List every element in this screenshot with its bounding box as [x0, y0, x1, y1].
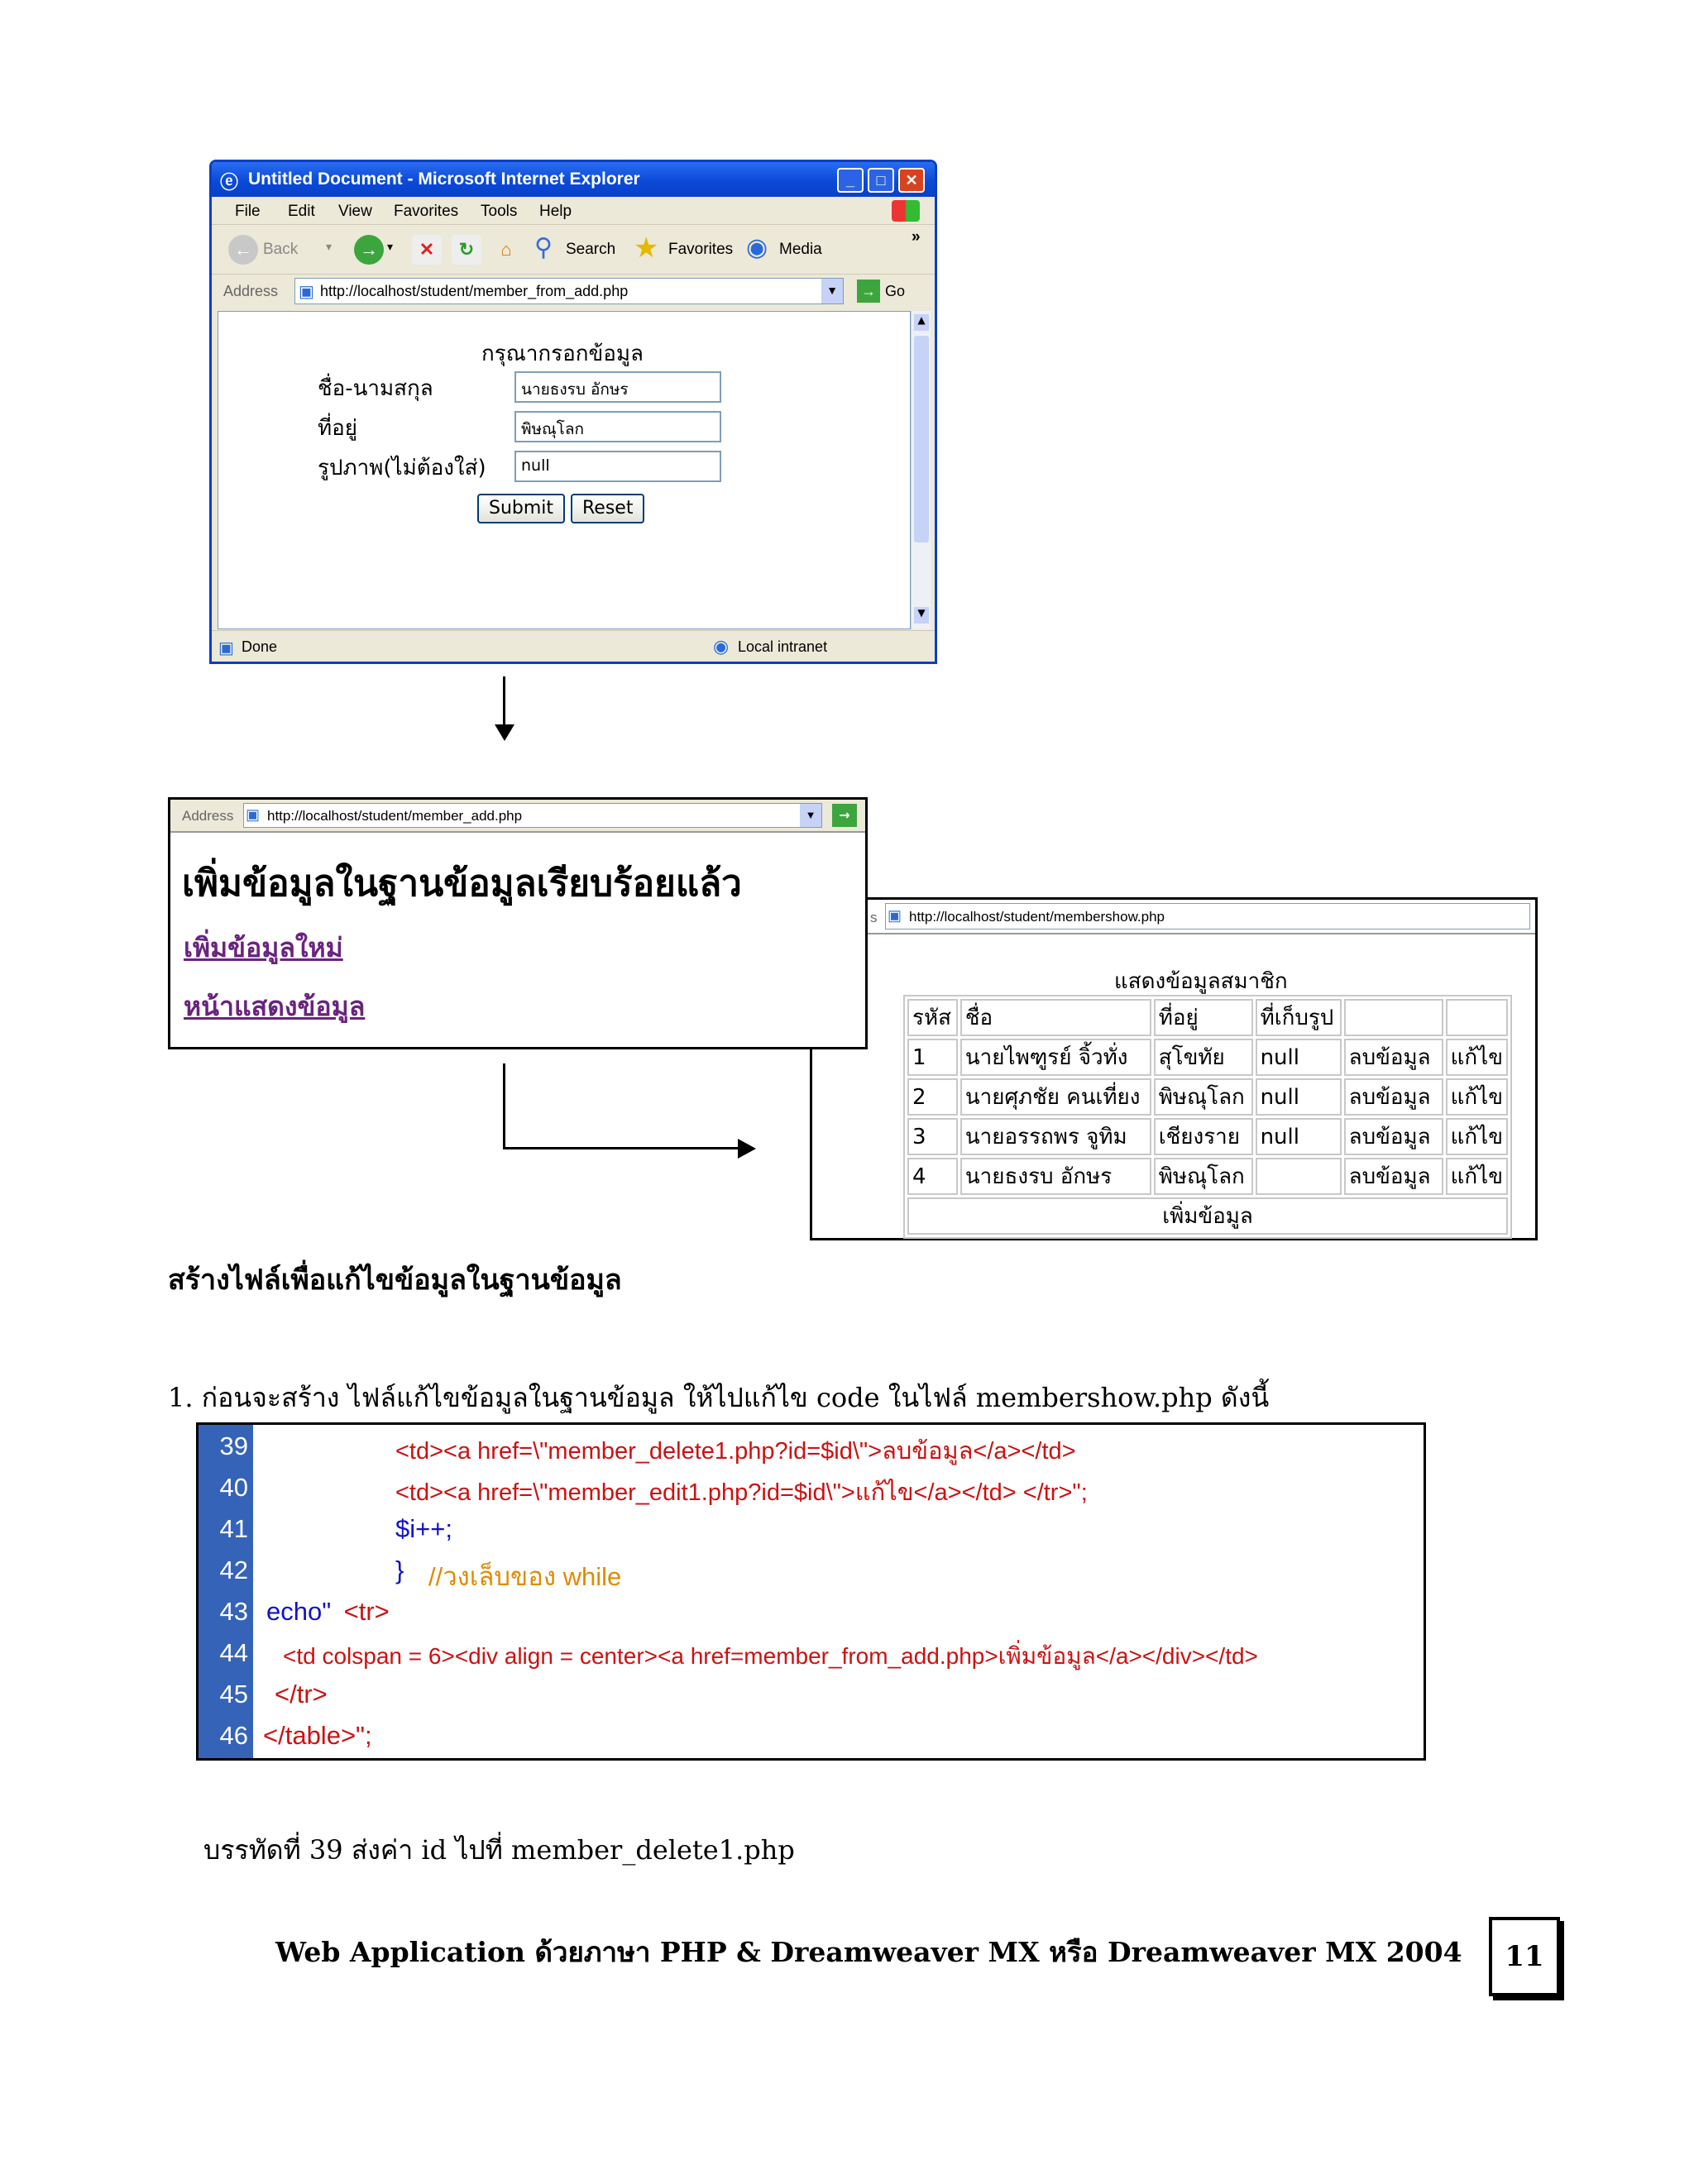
line-number: 41 — [219, 1514, 248, 1543]
cell-image: null — [1256, 1118, 1342, 1155]
address-field-label: ที่อยู่ — [318, 416, 357, 441]
cell-id: 2 — [907, 1078, 958, 1116]
cell-address: สุโขทัย — [1154, 1039, 1253, 1076]
code-line-46: </table>"; — [263, 1721, 372, 1750]
address-bar — [212, 275, 935, 309]
toolbar — [212, 225, 935, 275]
search-icon[interactable]: ⚲ — [534, 234, 553, 261]
vertical-scrollbar[interactable] — [911, 311, 931, 629]
cell-id: 1 — [907, 1039, 958, 1076]
line-number-gutter — [199, 1425, 253, 1758]
show-data-link[interactable]: หน้าแสดงข้อมูล — [184, 991, 366, 1022]
go-button[interactable]: Go — [885, 283, 906, 299]
address-dropdown-icon[interactable]: ▼ — [821, 279, 843, 303]
arrow-down-head — [495, 724, 514, 741]
table-header-row — [907, 999, 1508, 1036]
header-blank — [1446, 999, 1508, 1036]
menu-help[interactable]: Help — [539, 203, 572, 220]
cell-name: นายศุภชัย คนเที่ยง — [960, 1078, 1151, 1116]
footer-text: Web Application ด้วยภาษา PHP & Dreamweaver MX หรือ Dreamweaver MX 2004 — [275, 1936, 1462, 1968]
toolbar-more-icon[interactable]: » — [912, 228, 921, 246]
header-id: รหัส — [907, 999, 958, 1036]
line-number: 44 — [219, 1638, 248, 1667]
reset-button[interactable]: Reset — [571, 494, 644, 523]
close-button[interactable]: ✕ — [898, 168, 925, 193]
page-number: 11 — [1489, 1917, 1560, 1996]
code-line-44: <td colspan = 6><div align = center><a href=member_from_add.php>เพิ่มข้อมูล</a></div></td> — [283, 1643, 1258, 1669]
show-address-url: http://localhost/student/membershow.php — [909, 909, 1165, 925]
cell-name: นายไพฑูรย์ จิ้วทั่ง — [960, 1039, 1151, 1076]
header-image: ที่เก็บรูป — [1256, 999, 1342, 1036]
address-label: Address — [223, 283, 279, 299]
forward-dropdown-icon[interactable]: ▾ — [387, 240, 394, 253]
intranet-globe-icon: ◉ — [713, 636, 730, 657]
image-label: รูปภาพ(ไม่ต้องใส่) — [318, 456, 486, 480]
table-row — [907, 1118, 1508, 1155]
page-icon: ▣ — [246, 806, 261, 823]
table-footer-row — [907, 1197, 1508, 1235]
refresh-icon[interactable]: ↻ — [452, 235, 481, 265]
back-dropdown-icon[interactable]: ▾ — [326, 240, 333, 253]
note-text: บรรทัดที่ 39 ส่งค่า id ไปที่ member_delete1.php — [203, 1834, 795, 1866]
cell-image: null — [1256, 1078, 1342, 1116]
code-block — [196, 1422, 1426, 1761]
address-input[interactable] — [294, 278, 844, 304]
line-number: 39 — [219, 1431, 248, 1460]
page-icon: ▣ — [888, 907, 902, 924]
section-heading: สร้างไฟล์เพื่อแก้ไขข้อมูลในฐานข้อมูล — [168, 1264, 622, 1297]
zone-text: Local intranet — [738, 638, 828, 655]
status-text: Done — [242, 638, 278, 655]
forward-arrow-icon[interactable]: → — [354, 235, 384, 265]
header-name: ชื่อ — [960, 999, 1151, 1036]
member-table — [903, 995, 1512, 1239]
delete-link[interactable]: ลบข้อมูล — [1344, 1158, 1443, 1195]
go-arrow-icon[interactable]: → — [857, 280, 880, 303]
edit-link[interactable]: แก้ไข — [1446, 1118, 1508, 1155]
go-arrow-icon[interactable]: → — [832, 804, 857, 827]
show-address-input[interactable] — [885, 903, 1530, 930]
name-input[interactable]: นายธงรบ อักษร — [514, 371, 721, 403]
favorites-star-icon[interactable]: ★ — [634, 232, 659, 264]
table-row — [907, 1078, 1508, 1116]
result-address-url: http://localhost/student/member_add.php — [267, 808, 523, 824]
status-bar — [212, 630, 935, 662]
media-globe-icon[interactable]: ◉ — [746, 234, 768, 261]
code-line-39: <td><a href=\"member_delete1.php?id=$id\">ลบข้อมูล</a></td> — [395, 1438, 1076, 1465]
address-label: Address — [182, 808, 234, 824]
minimize-button[interactable]: _ — [837, 168, 864, 193]
form-heading: กรุณากรอกข้อมูล — [481, 342, 644, 366]
result-address-bar — [170, 800, 865, 833]
maximize-button[interactable]: □ — [868, 168, 894, 193]
line-number: 45 — [219, 1680, 248, 1708]
cell-id: 3 — [907, 1118, 958, 1155]
scroll-up-icon[interactable]: ▲ — [914, 314, 929, 331]
menu-tools[interactable]: Tools — [481, 203, 518, 220]
menu-favorites[interactable]: Favorites — [394, 203, 459, 220]
cell-image: null — [1256, 1039, 1342, 1076]
arrow-right-hline — [503, 1147, 743, 1149]
edit-link[interactable]: แก้ไข — [1446, 1039, 1508, 1076]
menu-bar — [212, 197, 935, 225]
divider — [812, 933, 1535, 934]
name-label: ชื่อ-นามสกุล — [318, 376, 433, 401]
delete-link[interactable]: ลบข้อมูล — [1344, 1118, 1443, 1155]
code-line-43-echo: echo" — [266, 1597, 332, 1626]
back-label[interactable]: Back — [263, 241, 299, 258]
show-title: แสดงข้อมูลสมาชิก — [1114, 969, 1288, 994]
membershow-window — [810, 897, 1538, 1240]
code-line-41: $i++; — [395, 1514, 452, 1543]
arrow-right-vline — [503, 1063, 505, 1149]
title-bar — [212, 162, 935, 197]
code-line-43-tag: <tr> — [337, 1597, 390, 1626]
code-line-40: <td><a href=\"member_edit1.php?id=$id\">แก้ไข</a></td> </tr>"; — [395, 1479, 1088, 1506]
member-add-result-window — [168, 797, 868, 1049]
cell-id: 4 — [907, 1158, 958, 1195]
edit-link[interactable]: แก้ไข — [1446, 1078, 1508, 1116]
success-message: เพิ่มข้อมูลในฐานข้อมูลเรียบร้อยแล้ว — [182, 863, 742, 905]
address-dropdown-icon[interactable]: ▼ — [800, 804, 821, 827]
code-line-42-brace: } — [395, 1556, 404, 1584]
windows-logo-icon — [892, 200, 920, 222]
line-number: 46 — [219, 1721, 248, 1750]
step-1-text: 1. ก่อนจะสร้าง ไฟล์แก้ไขข้อมูลในฐานข้อมูล ให้ไปแก้ไข code ในไฟล์ membershow.php ดังนี้ — [168, 1382, 1270, 1413]
address-url: http://localhost/student/member_from_add.php — [320, 283, 629, 299]
result-address-input[interactable] — [243, 803, 822, 828]
submit-button[interactable]: Submit — [477, 494, 565, 523]
window-title: Untitled Document - Microsoft Internet Explorer — [248, 170, 640, 189]
menu-edit[interactable]: Edit — [288, 203, 315, 220]
ie-browser-window — [209, 160, 937, 664]
delete-link[interactable]: ลบข้อมูล — [1344, 1039, 1443, 1076]
line-number: 42 — [219, 1556, 248, 1584]
home-icon[interactable]: ⌂ — [500, 239, 512, 260]
code-line-42-comment: //วงเล็บของ while — [428, 1562, 622, 1591]
stop-icon[interactable]: ✕ — [412, 235, 442, 265]
page-icon: ▣ — [299, 283, 314, 301]
table-row — [907, 1039, 1508, 1076]
cell-name: นายธงรบ อักษร — [960, 1158, 1151, 1195]
favorites-label[interactable]: Favorites — [668, 241, 734, 258]
page-status-icon: ▣ — [218, 639, 234, 657]
delete-link[interactable]: ลบข้อมูล — [1344, 1078, 1443, 1116]
address-field-input[interactable]: พิษณุโลก — [514, 411, 721, 442]
cell-address: พิษณุโลก — [1154, 1158, 1253, 1195]
header-blank — [1344, 999, 1443, 1036]
arrow-right-head — [738, 1139, 756, 1159]
edit-link[interactable]: แก้ไข — [1446, 1158, 1508, 1195]
code-line-45: </tr> — [275, 1680, 328, 1708]
cell-address: เชียงราย — [1154, 1118, 1253, 1155]
table-row — [907, 1158, 1508, 1195]
ie-logo-icon: ⓔ — [220, 172, 239, 193]
address-fragment: s — [870, 910, 878, 925]
header-address: ที่อยู่ — [1154, 999, 1253, 1036]
line-number: 43 — [219, 1597, 248, 1626]
media-label[interactable]: Media — [779, 241, 822, 258]
cell-name: นายอรรถพร จูทิม — [960, 1118, 1151, 1155]
back-arrow-icon[interactable]: ← — [228, 235, 258, 265]
cell-image — [1256, 1158, 1342, 1195]
line-number: 40 — [219, 1473, 248, 1502]
cell-address: พิษณุโลก — [1154, 1078, 1253, 1116]
image-input[interactable]: null — [514, 451, 721, 482]
menu-file[interactable]: File — [235, 203, 261, 220]
add-new-link[interactable]: เพิ่มข้อมูลใหม่ — [184, 932, 343, 963]
scroll-down-icon[interactable]: ▼ — [914, 607, 929, 624]
page-content — [218, 311, 911, 629]
add-data-link[interactable]: เพิ่มข้อมูล — [907, 1197, 1508, 1235]
scroll-thumb[interactable] — [914, 336, 929, 542]
menu-view[interactable]: View — [338, 203, 372, 220]
search-label[interactable]: Search — [566, 241, 616, 258]
